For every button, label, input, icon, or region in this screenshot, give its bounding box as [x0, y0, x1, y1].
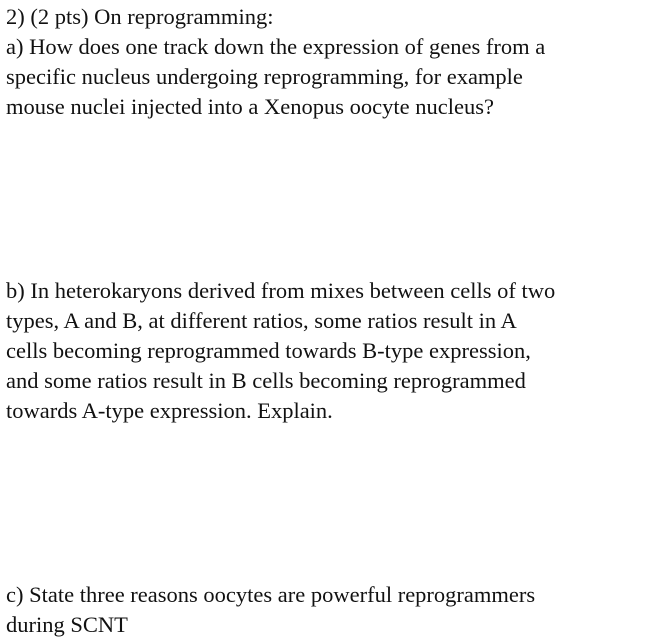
- part-b-line: cells becoming reprogrammed towards B-type expression,: [6, 338, 531, 363]
- part-a-line: specific nucleus undergoing reprogramming, for example: [6, 64, 523, 89]
- part-c-line: during SCNT: [6, 612, 128, 637]
- question-header-text: 2) (2 pts) On reprogramming:: [6, 4, 274, 29]
- question-header: [6, 2, 642, 32]
- part-b-line: b) In heterokaryons derived from mixes between cells of two: [6, 278, 556, 303]
- part-b-line: and some ratios result in B cells becoming reprogrammed: [6, 368, 526, 393]
- part-a-line: a) How does one track down the expression of genes from a: [6, 34, 546, 59]
- part-c-line: c) State three reasons oocytes are powerful reprogrammers: [6, 582, 536, 607]
- question-part-b: [6, 276, 642, 426]
- part-a-line: mouse nuclei injected into a Xenopus oocyte nucleus?: [6, 94, 494, 119]
- part-b-line: towards A-type expression. Explain.: [6, 398, 333, 423]
- question-part-a: [6, 32, 642, 122]
- part-b-line: types, A and B, at different ratios, some ratios result in A: [6, 308, 517, 333]
- question-part-c: [6, 580, 642, 640]
